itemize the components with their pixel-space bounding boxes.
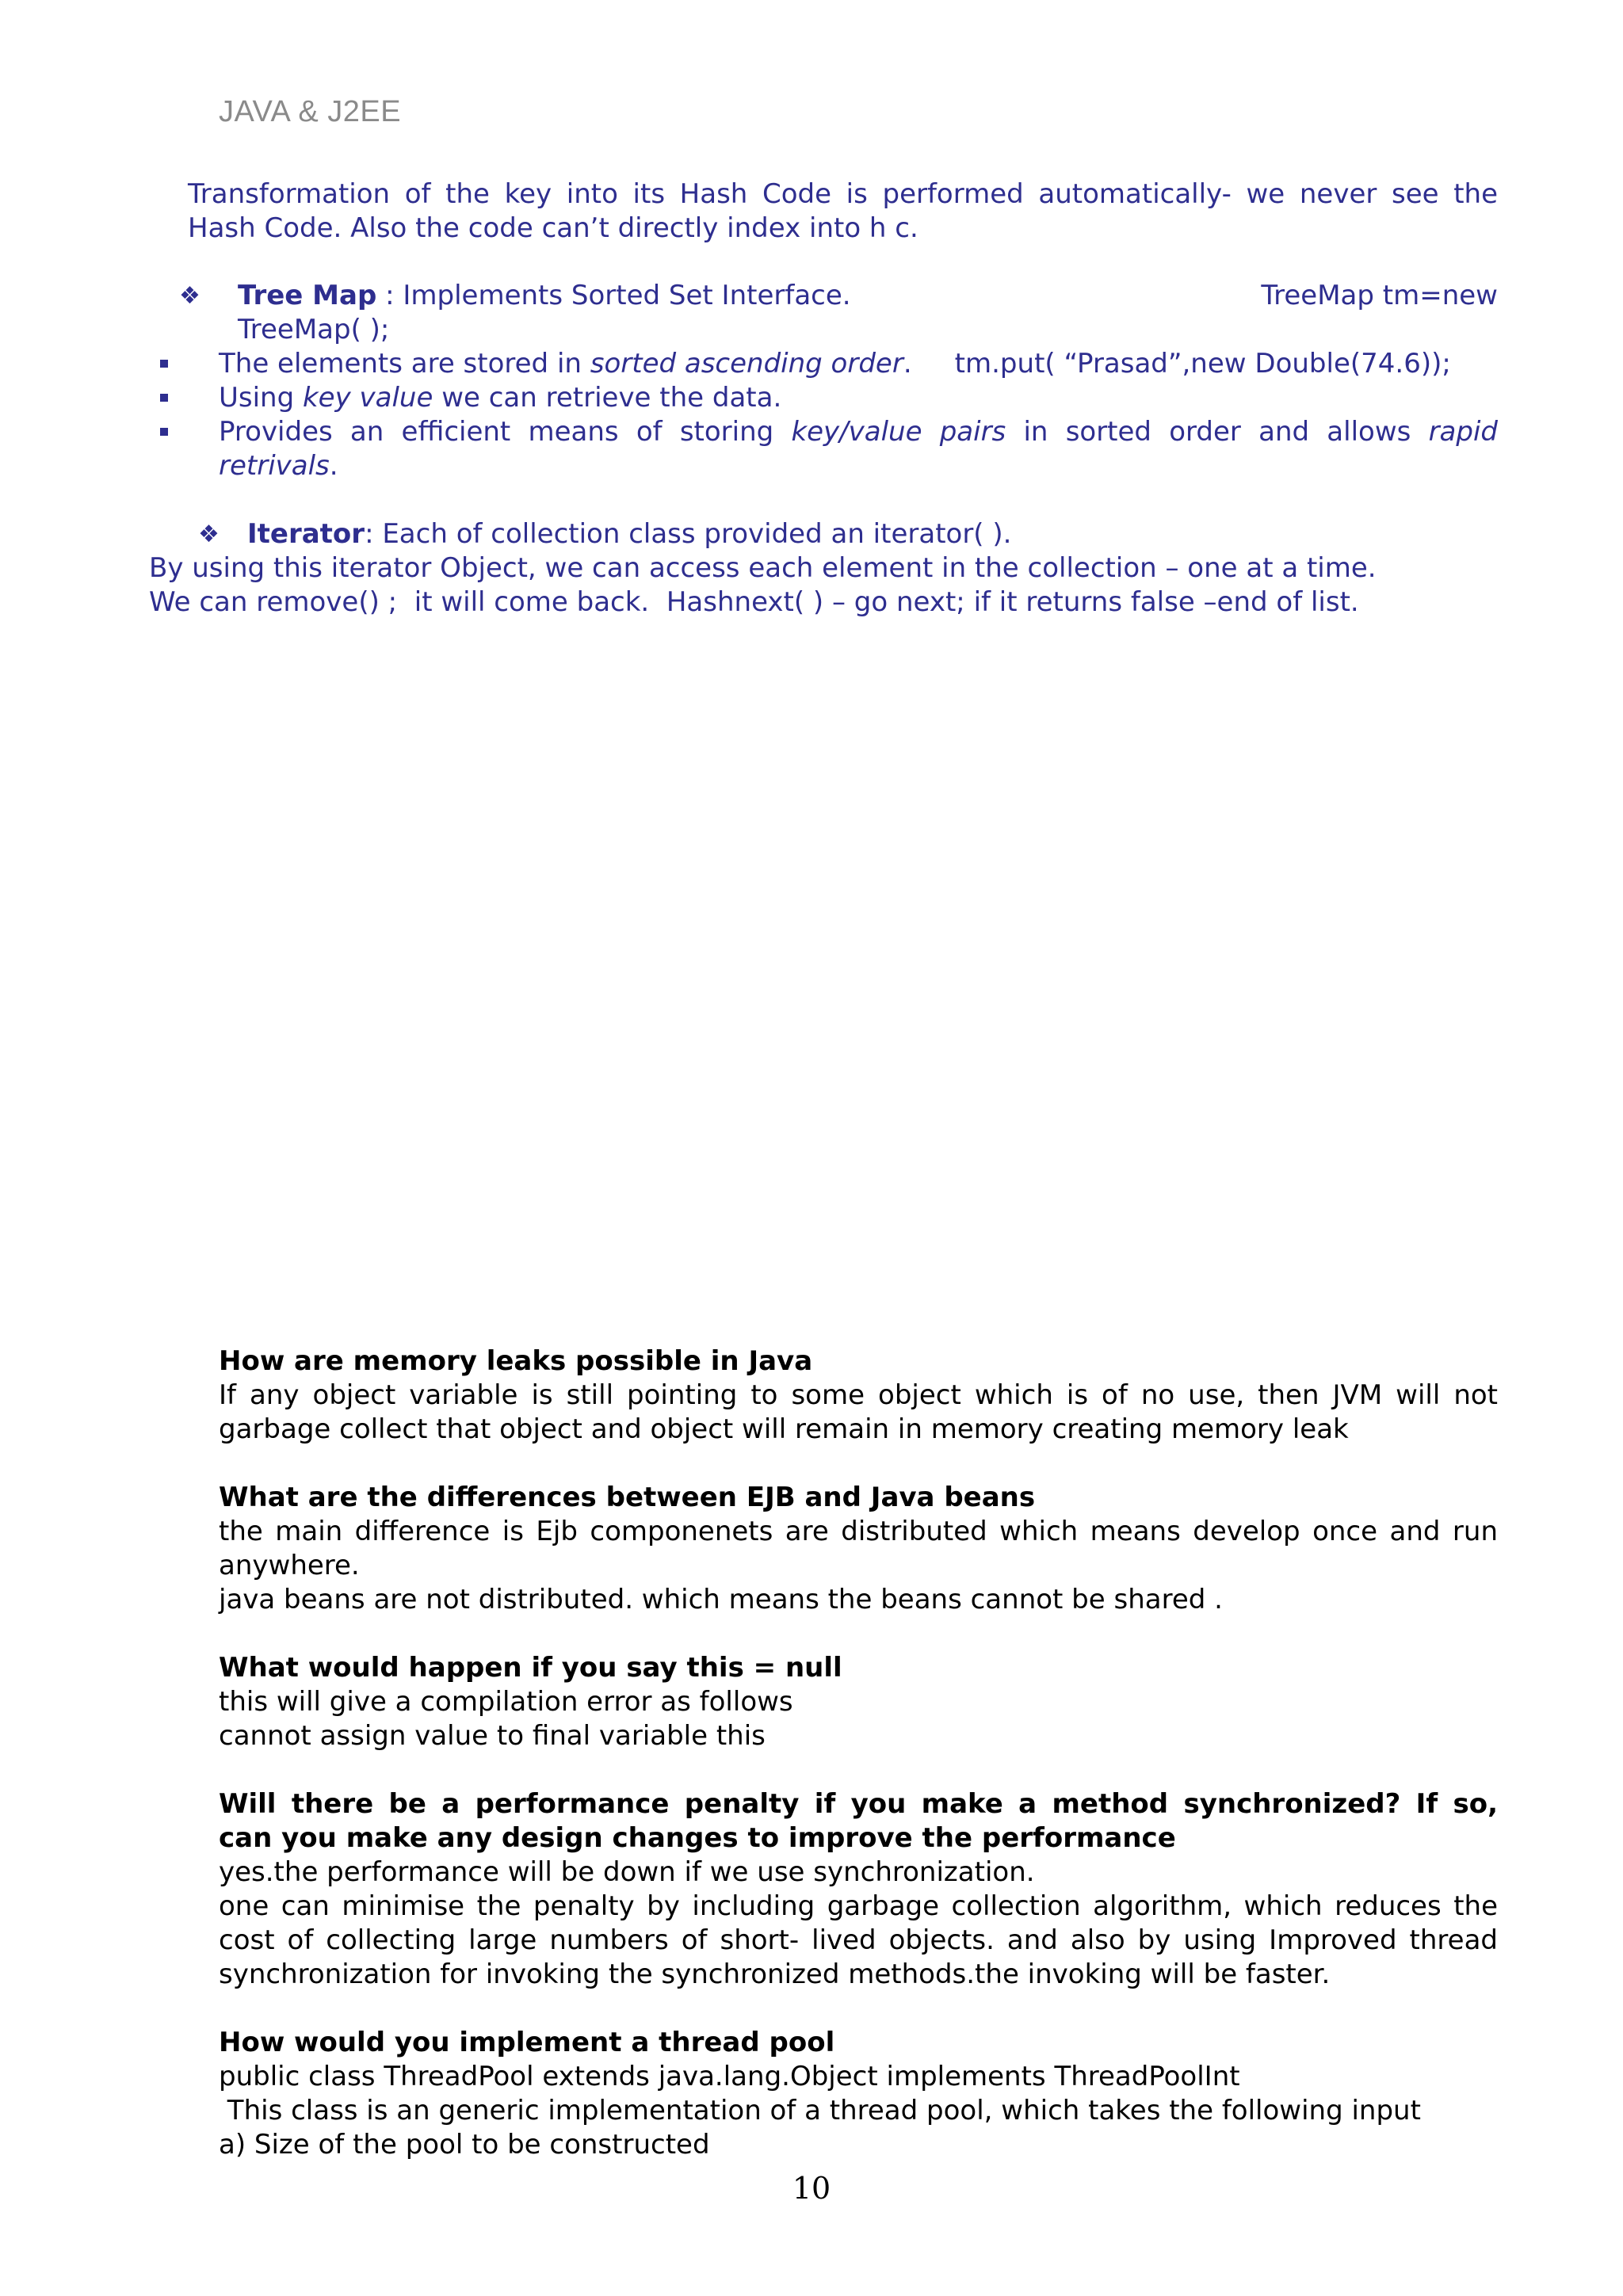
page-header: JAVA & J2EE [219, 95, 402, 128]
square-bullet-icon [160, 394, 168, 402]
iterator-title: Iterator [247, 518, 365, 550]
iterator-line2: By using this iterator Object, we can access each element in the collection – one at a time. [149, 552, 1377, 584]
tree-map-bullet-3-cont [219, 449, 338, 483]
tree-map-title: Tree Map [238, 280, 377, 311]
bullet-text: . tm.put( “Prasad”,new Double(74.6)); [903, 348, 1451, 379]
bullet-text: . [329, 450, 338, 482]
square-bullet-icon [160, 428, 168, 436]
diamond-bullet-icon: ❖ [198, 521, 220, 548]
tree-map-heading [238, 279, 851, 313]
tree-map-desc: : Implements Sorted Set Interface. [376, 280, 851, 311]
bullet-text: Provides an efficient means of storing [219, 416, 792, 448]
tree-map-code-a: TreeMap tm=new [1261, 280, 1498, 311]
answer-line: If any object variable is still pointing to some object which is of no use, then JVM will not [219, 1379, 1498, 1411]
qa-block-thread-pool [219, 2026, 1498, 2162]
iterator-heading [247, 517, 1011, 551]
question: How would you implement a thread pool [219, 2027, 835, 2058]
tree-map-bullet-2 [219, 381, 781, 415]
qa-block-memory-leaks [219, 1344, 1498, 1447]
iterator-desc: : Each of collection class provided an iterator( ). [365, 518, 1012, 550]
qa-block-synchronized [219, 1787, 1498, 1992]
bullet-emphasis: retrivals [219, 450, 330, 482]
tree-map-bullet-3 [219, 415, 1498, 449]
bullet-text: Using [219, 382, 303, 414]
answer-line: a) Size of the pool to be constructed [219, 2129, 710, 2161]
diamond-bullet-icon: ❖ [179, 282, 200, 310]
bullet-emphasis: rapid [1428, 416, 1498, 448]
answer-line: garbage collect that object and object will remain in memory creating memory leak [219, 1413, 1349, 1445]
bullet-emphasis: key value [302, 382, 433, 414]
answer-line: one can minimise the penalty by including garbage collection algorithm, which reduces the [219, 1890, 1498, 1922]
bullet-emphasis: sorted ascending order [590, 348, 903, 379]
question: How are memory leaks possible in Java [219, 1345, 813, 1377]
qa-block-ejb-javabeans [219, 1481, 1498, 1617]
question: can you make any design changes to improve the performance [219, 1822, 1176, 1854]
bullet-emphasis: key/value pairs [791, 416, 1006, 448]
tree-map-code-b: TreeMap( ); [238, 314, 390, 345]
question: Will there be a performance penalty if you make a method synchronized? If so, [219, 1788, 1498, 1820]
hash-para-line2: Hash Code. Also the code can’t directly index into h c. [188, 212, 918, 244]
hash-para-line1: Transformation of the key into its Hash Code is performed automatically- we never see the [188, 178, 1498, 210]
square-bullet-icon [160, 360, 168, 368]
tree-map-line [238, 279, 1498, 313]
qa-block-this-null [219, 1651, 1498, 1753]
tree-map-bullet-1 [219, 347, 1498, 381]
page-number: 10 [792, 2171, 831, 2206]
answer-line: cost of collecting large numbers of short- lived objects. and also by using Improved thread [219, 1924, 1498, 1956]
question: What are the differences between EJB and Java beans [219, 1482, 1036, 1513]
answer-line: anywhere. [219, 1550, 360, 1581]
question: What would happen if you say this = null [219, 1652, 842, 1684]
answer-line: cannot assign value to final variable this [219, 1720, 766, 1752]
bullet-text: in sorted order and allows [1006, 416, 1429, 448]
answer-line: public class ThreadPool extends java.lang.Object implements ThreadPoolInt [219, 2061, 1240, 2092]
answer-line: this will give a compilation error as follows [219, 1686, 793, 1718]
iterator-line3: We can remove() ; it will come back. Hashnext( ) – go next; if it returns false –end of list. [149, 586, 1359, 618]
answer-line: the main difference is Ejb componenets are distributed which means develop once and run [219, 1516, 1498, 1547]
answer-line: synchronization for invoking the synchronized methods.the invoking will be faster. [219, 1958, 1331, 1990]
answer-line: This class is an generic implementation of a thread pool, which takes the following input [219, 2095, 1421, 2126]
bullet-text: The elements are stored in [219, 348, 590, 379]
answer-line: java beans are not distributed. which means the beans cannot be shared . [219, 1584, 1223, 1615]
bullet-text: we can retrieve the data. [433, 382, 782, 414]
answer-line: yes.the performance will be down if we use synchronization. [219, 1856, 1035, 1888]
